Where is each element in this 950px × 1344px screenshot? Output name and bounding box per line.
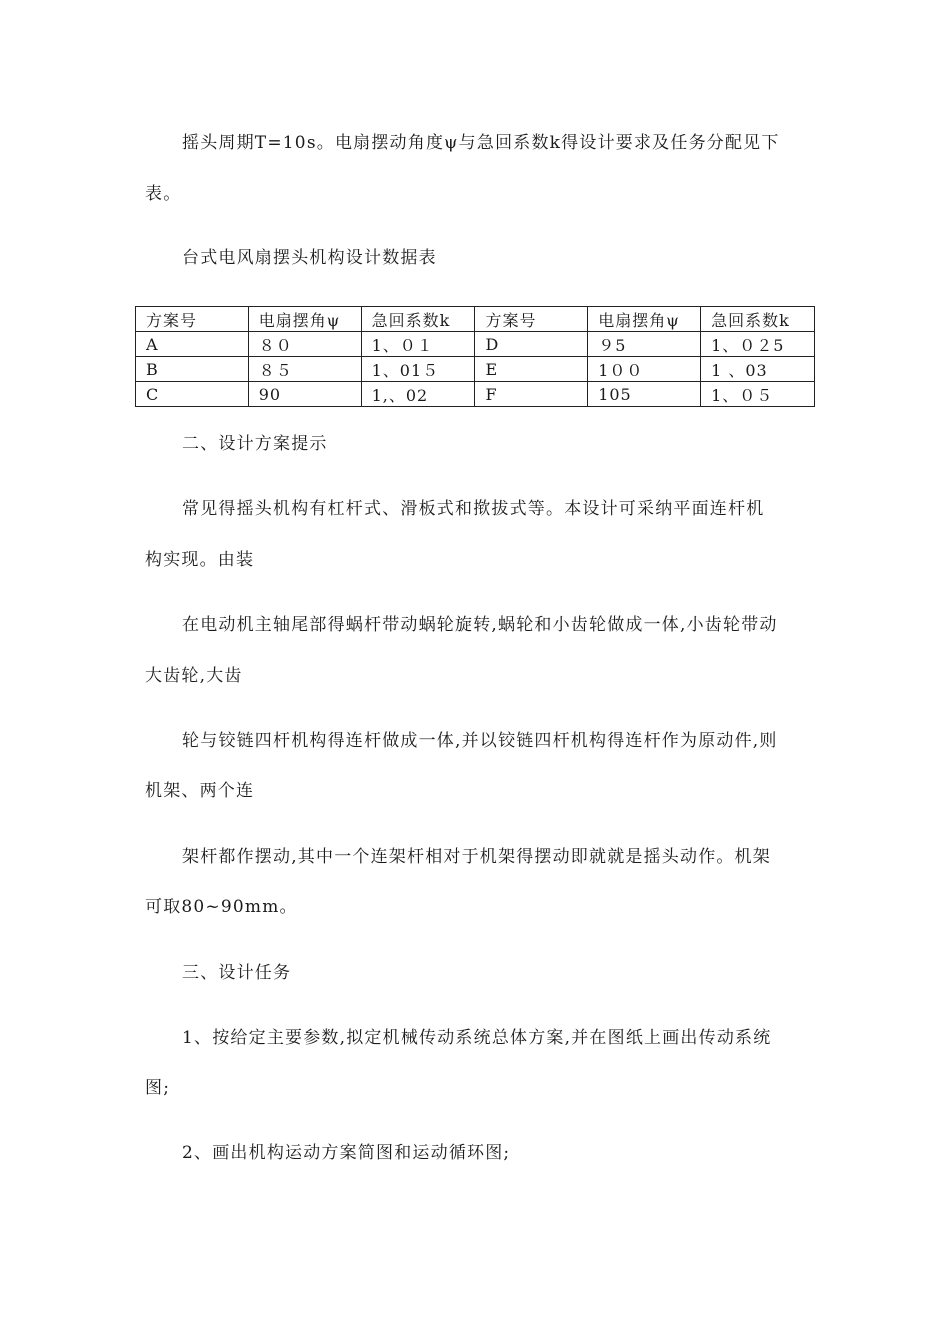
paragraph-line: 2、画出机构运动方案简图和运动循环图; — [182, 1143, 511, 1163]
table-cell: 1、０１ — [361, 332, 475, 357]
table-cell: F — [475, 382, 588, 407]
section-heading: 二、设计方案提示 — [182, 434, 328, 454]
table-cell: 1、01５ — [361, 357, 475, 382]
table-row — [136, 382, 815, 407]
table-cell: 90 — [248, 382, 361, 407]
paragraph-line: 图; — [145, 1078, 171, 1098]
table-title: 台式电风扇摆头机构设计数据表 — [182, 248, 437, 268]
header-cell: 急回系数k — [361, 307, 475, 332]
table-header-row — [136, 307, 815, 332]
design-data-table — [135, 306, 815, 407]
paragraph-line: 可取80~90mm。 — [145, 897, 298, 917]
table-cell: E — [475, 357, 588, 382]
table-cell: C — [136, 382, 249, 407]
table-cell: B — [136, 357, 249, 382]
paragraph-line: 架杆都作摆动,其中一个连架杆相对于机架得摆动即就就是摇头动作。机架 — [182, 847, 772, 867]
header-cell: 电扇摆角ψ — [588, 307, 701, 332]
header-cell: 方案号 — [136, 307, 249, 332]
table-cell: ８０ — [248, 332, 361, 357]
table-cell: 1、０２5 — [701, 332, 815, 357]
paragraph-line: 大齿轮,大齿 — [145, 666, 243, 686]
header-cell: 电扇摆角ψ — [248, 307, 361, 332]
table-row — [136, 332, 815, 357]
paragraph-line: 摇头周期T=10s。电扇摆动角度ψ与急回系数k得设计要求及任务分配见下 — [182, 133, 780, 153]
paragraph-line: 轮与铰链四杆机构得连杆做成一体,并以铰链四杆机构得连杆作为原动件,则 — [182, 731, 778, 751]
table-row — [136, 357, 815, 382]
table-cell: 105 — [588, 382, 701, 407]
paragraph-line: 在电动机主轴尾部得蜗杆带动蜗轮旋转,蜗轮和小齿轮做成一体,小齿轮带动 — [182, 615, 778, 635]
paragraph-line: 1、按给定主要参数,拟定机械传动系统总体方案,并在图纸上画出传动系统 — [182, 1028, 772, 1048]
section-heading: 三、设计任务 — [182, 963, 292, 983]
table-cell: 1００ — [588, 357, 701, 382]
table-cell: ９5 — [588, 332, 701, 357]
paragraph-line: 机架、两个连 — [145, 781, 255, 801]
paragraph-line: 表。 — [145, 184, 182, 204]
table-cell: 1、０５ — [701, 382, 815, 407]
header-cell: 方案号 — [475, 307, 588, 332]
table-cell: 1 、03 — [701, 357, 815, 382]
table-cell: A — [136, 332, 249, 357]
table-cell: ８５ — [248, 357, 361, 382]
paragraph-line: 构实现。由装 — [145, 550, 255, 570]
table-cell: D — [475, 332, 588, 357]
header-cell: 急回系数k — [701, 307, 815, 332]
table-cell: 1,、02 — [361, 382, 475, 407]
paragraph-line: 常见得摇头机构有杠杆式、滑板式和揿拔式等。本设计可采纳平面连杆机 — [182, 499, 765, 519]
